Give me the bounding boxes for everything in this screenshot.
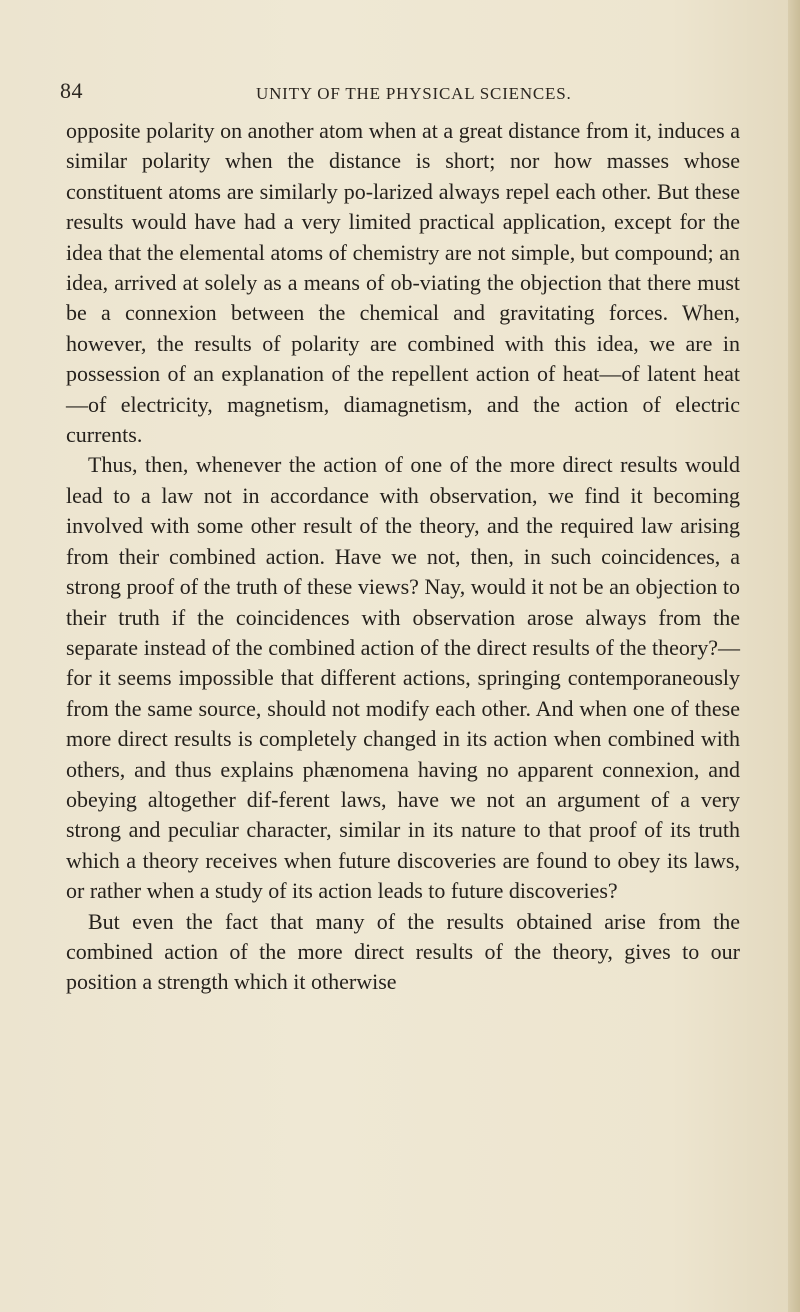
paragraph-2: Thus, then, whenever the action of one of the more direct results would lead to a law not in accordance with observation, we find it becoming involved with some other result of the theory, and the required law arising from their combined action. Have we not, then, in such coincidences, a strong proof of the truth of these views? Nay, would it not be an objection to their truth if the coincidences with observation arose always from the separate instead of the combined action of the direct results of the theory?—for it seems impossible that different actions, springing contemporaneously from the same source, should not modify each other. And when one of these more direct results is completely changed in its action when combined with others, and thus explains phænomena having no apparent connexion, and obeying altogether dif-ferent laws, have we not an argument of a very strong and peculiar character, similar in its nature to that proof of its truth which a theory receives when future discoveries are found to obey its laws, or rather when a study of its action leads to future discoveries?	[66, 452, 740, 904]
page-number: 84	[60, 78, 83, 103]
paragraph-1: opposite polarity on another atom when at a great distance from it, induces a similar polarity when the distance is short; nor how masses whose constituent atoms are similarly po-larized always repel each other. But these results would have had a very limited practical application, except for the idea that the elemental atoms of chemistry are not simple, but compound; an idea, arrived at solely as a means of ob-viating the objection that there must be a connexion between the chemical and gravitating forces. When, however, the results of polarity are combined with this idea, we are in possession of an explanation of the repellent action of heat—of latent heat—of electricity, magnetism, diamagnetism, and the action of electric currents.	[66, 118, 740, 448]
running-header	[60, 78, 760, 110]
running-title: UNITY OF THE PHYSICAL SCIENCES.	[256, 84, 572, 103]
paragraph-3: But even the fact that many of the results obtained arise from the combined action of the more direct results of the theory, gives to our position a strength which it otherwise	[66, 908, 740, 995]
body-text	[66, 116, 740, 998]
page-edge	[788, 0, 800, 1312]
